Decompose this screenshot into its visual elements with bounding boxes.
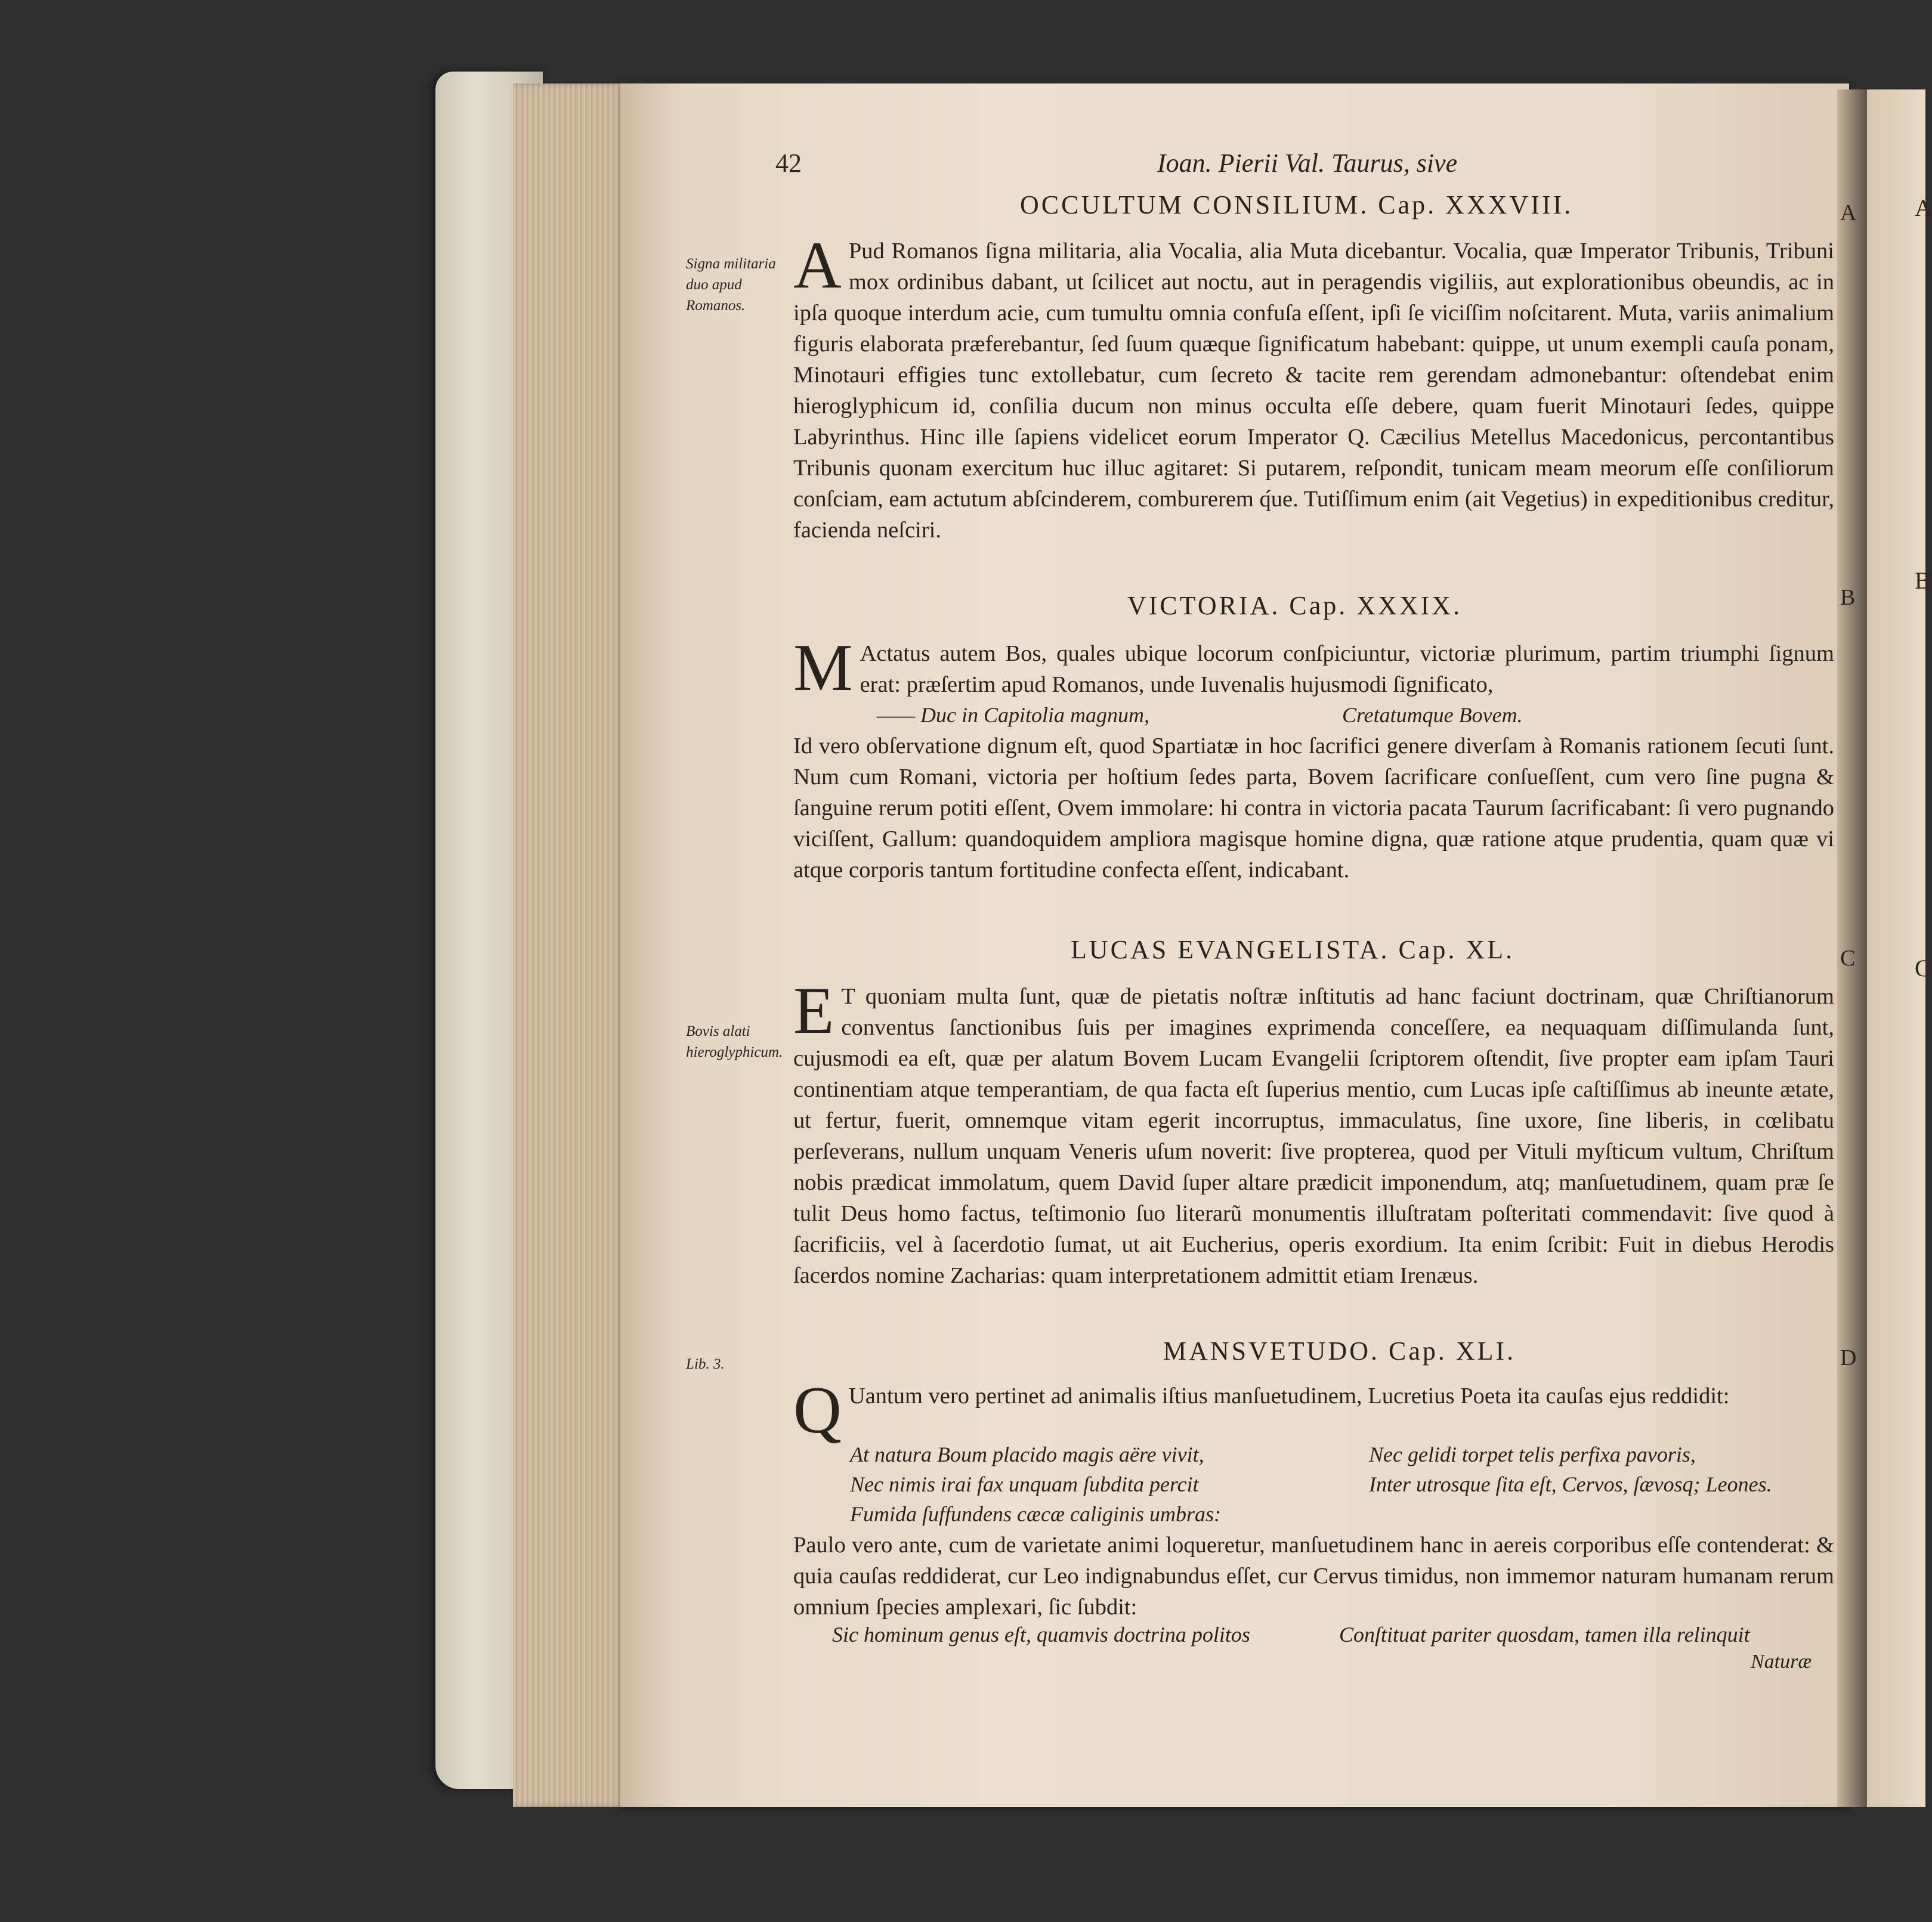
margin-note: Lib. 3. (686, 1356, 725, 1372)
facing-margin-letter: C (1915, 955, 1931, 982)
running-title: Ioan. Pierii Val. Taurus, sive (1157, 148, 1458, 178)
section-body (793, 1373, 1834, 1447)
section-heading: OCCULTUM CONSILIUM. Cap. XXXVIII. (1020, 190, 1574, 219)
catchword: Naturæ (1751, 1651, 1812, 1673)
margin-letter: A (1840, 200, 1857, 225)
paragraph: Actatus autem Bos, quales ubique locorum conſpiciuntur, victoriæ plurimum, partim triumphi ſignum erat: præſertim apud Romanos, unde Iuvenalis hujusmodi ſignificato, (860, 641, 1834, 697)
section-heading: MANSVETUDO. Cap. XLI. (1163, 1336, 1516, 1366)
verse-line: Cretatumque Bovem. (1342, 703, 1523, 727)
section-body (793, 974, 1834, 1291)
margin-letter: D (1840, 1345, 1857, 1370)
section-heading: VICTORIA. Cap. XXXIX. (1127, 591, 1463, 620)
section-body (793, 228, 1834, 546)
section-body (793, 631, 1834, 705)
verse-line: Inter utrosque ſita eſt, Cervos, ſævosq; Leones. (1369, 1472, 1772, 1496)
drop-cap: M (793, 631, 853, 705)
paragraph: Id vero obſervatione dignum eſt, quod Spartiatæ in hoc ſacrifici genere diverſam à Romanis rationem ſecuti ſunt. Num cum Romani, victoria per hoſtium ſedes parta, Bovem ſacrificare conſueſſent, cum vero ſine pugna & ſanguine rerum potiti eſſent, Ovem immolare: hi contra in victoria pacata Taurum ſacrificabant: ſi vero pugnando viciſſent, Gallum: quandoquidem ampliora magisque homine digna, quæ ratione atque prudentia, quam quæ vi atque corporis tantum fortitudine confecta eſſent, indicabant. (793, 733, 1834, 883)
verse-line: Nec nimis irai fax unquam ſubdita percit (850, 1472, 1199, 1496)
paragraph: Uantum vero pertinet ad animalis iſtius manſuetudinem, Lucretius Poeta ita cauſas ejus reddidit: (848, 1384, 1730, 1409)
verse-line: Nec gelidi torpet telis perfixa pavoris, (1369, 1443, 1696, 1466)
page-number: 42 (775, 148, 802, 178)
verse-line: Conſtituat pariter quosdam, tamen illa relinquit (1339, 1623, 1750, 1646)
section-body (793, 731, 1834, 886)
paragraph: T quoniam multa ſunt, quæ de pietatis noſtræ inſtitutis ad hanc faciunt doctrinam, quæ Chriſtianorum conventus ſanctionibus ſuis per imagines exprimenda conceſſere, ea nequaquam diſſimulanda ſunt, cujusmodi ea eſt, quæ per alatum Bovem Lucam Evangelii ſcriptorem oſtendit, ſive propter eam ipſam Tauri continentiam atque temperantiam, de qua facta eſt ſuperius mentio, cum Lucas ipſe caſtiſſimus ab ineunte ætate, ut fertur, fuerit, omnemque vitam egerit incorruptus, immaculatus, ſine uxore, ſine liberis, in cœlibatu perſeverans, nullum unquam Veneris uſum noverit: ſive propterea, quod per Vituli myſticum vultum, Chriſtum nobis prædicat immolatum, quem David ſuper altare prædicit imponendum, atq; manſuetudinem, quam præ ſe tulit Deus homo factus, teſtimonio ſuo literarũ monumentis illuſtratam poſteritati commendavit: ſive quod à ſacrificiis, vel à ſacerdotio ſumat, ut ait Eucherius, operis exordium. Ita enim ſcribit: Fuit in diebus Herodis ſacerdos nomine Zacharias: quam interpretationem admittit etiam Irenæus. (793, 984, 1834, 1288)
verse-line: At natura Boum placido magis aëre vivit, (850, 1443, 1204, 1466)
verse-line: —— Duc in Capitolia magnum, (877, 703, 1150, 727)
margin-note: Bovis alati hieroglyphicum. (686, 1023, 783, 1060)
section-heading: LUCAS EVANGELISTA. Cap. XL. (1071, 935, 1515, 964)
drop-cap: A (793, 228, 842, 302)
verse-line: Fumida ſuffundens cæcæ caliginis umbras: (850, 1502, 1221, 1526)
margin-note: Signa militaria duo apud Romanos. (686, 256, 776, 314)
facing-page-edge (1867, 89, 1932, 1807)
facing-margin-letter: A (1915, 194, 1932, 221)
paragraph: Pud Romanos ſigna militaria, alia Vocalia, alia Muta dicebantur. Vocalia, quæ Imperator Tribunis, Tribuni mox ordinibus dabant, ut ſcilicet aut noctu, aut in peragendis vigiliis, aut explorationibus obeundis, ac in ipſa quoque interdum acie, cum tumultu omnia confuſa eſſent, ipſi ſe viciſſim noſcitarent. Muta, variis animalium figuris elaborata præferebantur, ſed ſuum quæque ſignificatum habebant: quippe, ut unum exempli cauſa ponam, Minotauri effigies tunc extollebatur, cum ſecreto & tacite rem gerendam admonebantur: oſtendebat enim hieroglyphicum id, conſilia ducum non minus occulta eſſe debere, quam fuerit Minotauri ſedes, quippe Labyrinthus. Hinc ille ſapiens videlicet eorum Imperator Q. Cæcilius Metellus Macedonicus, percontantibus Tribunis quonam exercitum huc illuc agitaret: Si putarem, reſpondit, tunicam meam meorum eſſe conſiliorum conſciam, eam actutum abſcinderem, comburerem q́ue. Tutiſſimum enim (ait Vegetius) in expeditionibus creditur, facienda neſciri. (793, 239, 1834, 543)
drop-cap: Q (793, 1373, 842, 1447)
facing-margin-letter: B (1915, 567, 1931, 594)
section-body (793, 1530, 1834, 1623)
verse-line: Sic hominum genus eſt, quamvis doctrina politos (832, 1623, 1250, 1646)
paragraph: Paulo vero ante, cum de varietate animi loqueretur, manſuetudinem hanc in aereis corporibus eſſe contenderat: & quia cauſas reddiderat, cur Leo indignabundus eſſet, cur Cervus timidus, non immemor naturam humanam rerum omnium ſpecies amplexari, ſic ſubdit: (793, 1533, 1834, 1620)
drop-cap: E (793, 974, 834, 1048)
page-edges (513, 83, 632, 1807)
margin-letter: B (1840, 585, 1856, 610)
margin-letter: C (1840, 946, 1856, 971)
